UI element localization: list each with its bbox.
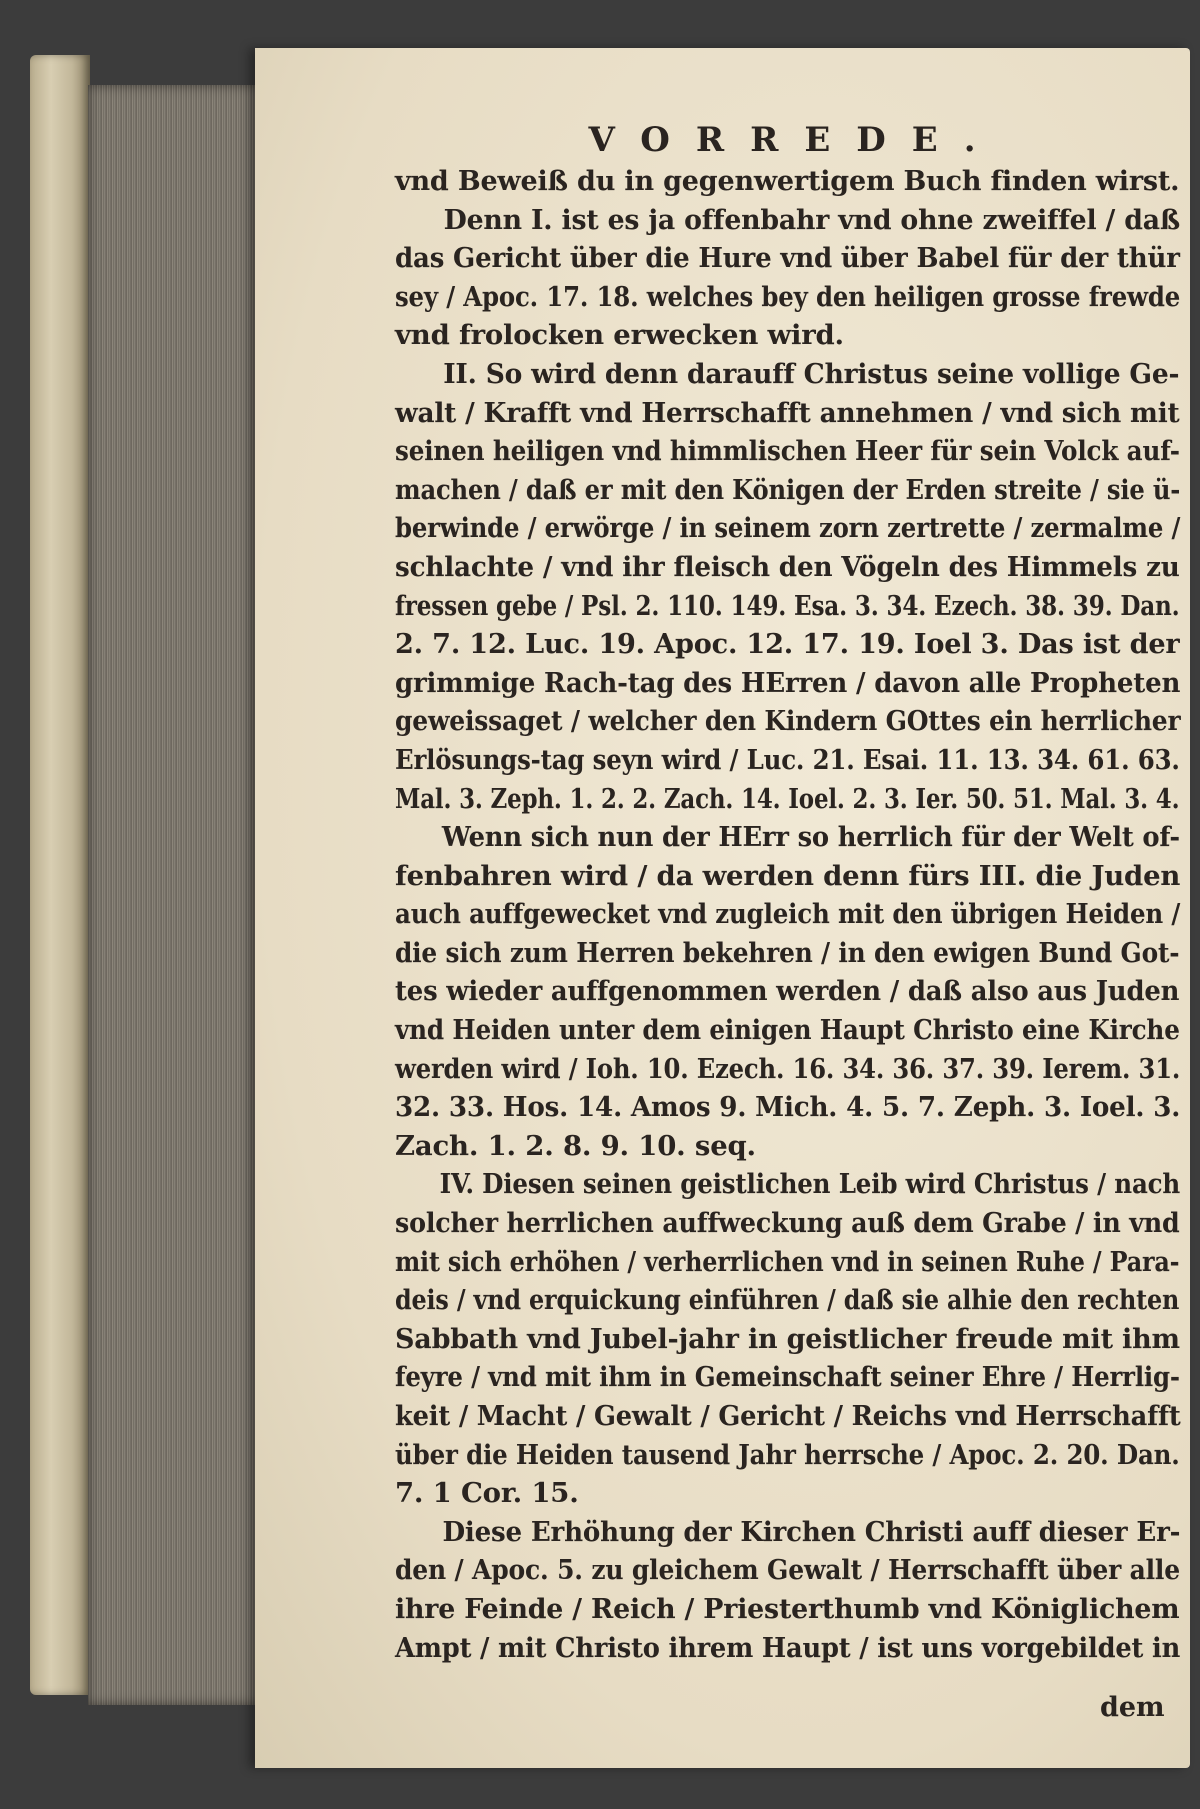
text-line: feyre / vnd mit ihm in Gemeinschaft seiner Ehre / Herrlig- bbox=[395, 1361, 1180, 1394]
page-edges bbox=[88, 85, 258, 1705]
text-line: 32. 33. Hos. 14. Amos 9. Mich. 4. 5. 7. Zeph. 3. Ioel. 3. bbox=[395, 1091, 1181, 1124]
text-line: Wenn sich nun der HErr so herrlich für der Welt of- bbox=[441, 821, 1180, 854]
text-line: Mal. 3. Zeph. 1. 2. 2. Zach. 14. Ioel. 2. 3. Ier. 50. 51. Mal. 3. 4. bbox=[395, 782, 1180, 815]
text-line: walt / Krafft vnd Herrschafft annehmen / vnd sich mit bbox=[395, 396, 1180, 429]
text-line: auch auffgewecket vnd zugleich mit den übrigen Heiden / bbox=[395, 898, 1181, 931]
text-line: seinen heiligen vnd himmlischen Heer für sein Volck auf- bbox=[395, 435, 1180, 468]
text-line: mit sich erhöhen / verherrlichen vnd in seinen Ruhe / Para- bbox=[395, 1245, 1180, 1278]
text-line: fressen gebe / Psl. 2. 110. 149. Esa. 3. 34. Ezech. 38. 39. Dan. bbox=[395, 589, 1180, 622]
text-line: Ampt / mit Christo ihrem Haupt / ist uns vorgebildet in bbox=[395, 1631, 1181, 1664]
text-line: Diese Erhöhung der Kirchen Christi auff dieser Er- bbox=[442, 1515, 1181, 1548]
running-header: VORREDE. bbox=[588, 120, 1002, 160]
text-line: 7. 1 Cor. 15. bbox=[395, 1477, 579, 1510]
text-line: 2. 7. 12. Luc. 19. Apoc. 12. 17. 19. Ioel 3. Das ist der bbox=[395, 628, 1180, 661]
book-binding bbox=[30, 55, 90, 1695]
text-line: sey / Apoc. 17. 18. welches bey den heiligen grosse frewde bbox=[395, 280, 1181, 313]
text-line: den / Apoc. 5. zu gleichem Gewalt / Herrschafft über alle bbox=[395, 1554, 1180, 1587]
text-line: Sabbath vnd Jubel-jahr in geistlicher freude mit ihm bbox=[395, 1322, 1180, 1355]
text-line: vnd frolocken erwecken wird. bbox=[395, 319, 844, 352]
catchword: dem bbox=[1100, 1692, 1165, 1723]
text-line: solcher herrlichen auffweckung auß dem Grabe / in vnd bbox=[395, 1207, 1180, 1240]
text-line: werden wird / Ioh. 10. Ezech. 16. 34. 36. 37. 39. Ierem. 31. bbox=[395, 1052, 1181, 1085]
text-line: die sich zum Herren bekehren / in den ewigen Bund Got- bbox=[395, 936, 1180, 969]
text-line: tes wieder auffgenommen werden / daß also aus Juden bbox=[395, 975, 1180, 1008]
text-line: grimmige Rach-tag des HErren / davon alle Propheten bbox=[395, 666, 1181, 699]
text-line: machen / daß er mit den Königen der Erden streite / sie ü- bbox=[395, 473, 1181, 506]
text-line: Denn I. ist es ja offenbahr vnd ohne zweiffel / daß bbox=[443, 203, 1180, 236]
text-line: ihre Feinde / Reich / Priesterthumb vnd Königlichem bbox=[395, 1592, 1180, 1625]
text-line: vnd Beweiß du in gegenwertigem Buch finden wirst. bbox=[395, 165, 1180, 197]
text-line: deis / vnd erquickung einführen / daß sie alhie den rechten bbox=[395, 1284, 1180, 1317]
text-line: vnd Heiden unter dem einigen Haupt Christo eine Kirche bbox=[395, 1014, 1180, 1047]
text-line: keit / Macht / Gewalt / Gericht / Reichs vnd Herrschafft bbox=[395, 1400, 1181, 1432]
text-line: IV. Diesen seinen geistlichen Leib wird Christus / nach bbox=[439, 1168, 1181, 1201]
text-line: II. So wird denn darauff Christus seine vollige Ge- bbox=[443, 357, 1180, 390]
text-line: schlachte / vnd ihr fleisch den Vögeln des Himmels zu bbox=[395, 550, 1180, 583]
text-line: das Gericht über die Hure vnd über Babel für der thür bbox=[395, 242, 1180, 275]
text-line: Erlösungs-tag seyn wird / Luc. 21. Esai. 11. 13. 34. 61. 63. bbox=[395, 743, 1180, 776]
text-line: fenbahren wird / da werden denn fürs III. die Juden bbox=[395, 859, 1181, 892]
text-line: berwinde / erwörge / in seinem zorn zertrette / zermalme / bbox=[395, 512, 1181, 545]
text-line: geweissaget / welcher den Kindern GOttes ein herrlicher bbox=[395, 705, 1181, 738]
text-line: Zach. 1. 2. 8. 9. 10. seq. bbox=[395, 1129, 756, 1162]
page-text bbox=[395, 118, 1181, 1667]
text-line: über die Heiden tausend Jahr herrsche / Apoc. 2. 20. Dan. bbox=[395, 1438, 1180, 1471]
